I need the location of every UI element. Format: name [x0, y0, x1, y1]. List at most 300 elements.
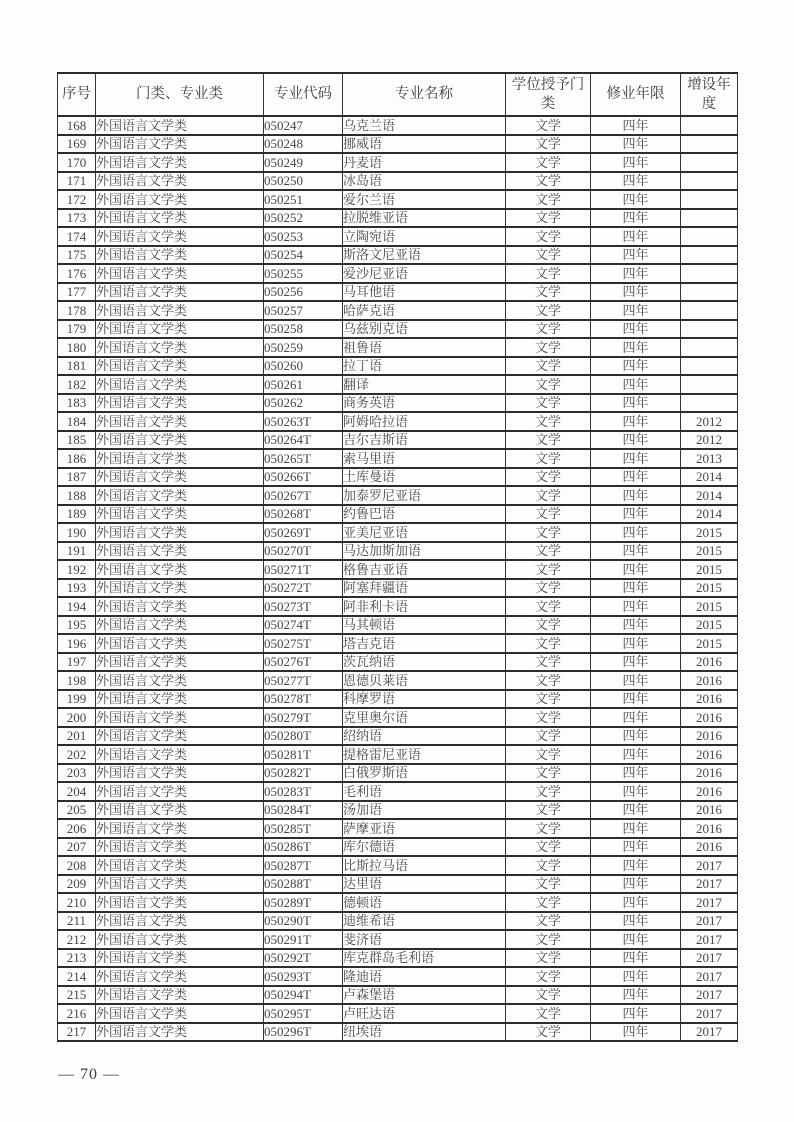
table-cell-major-name: 乌兹别克语 [343, 320, 506, 339]
table-row [58, 412, 738, 431]
table-row [58, 1004, 738, 1023]
table-cell-degree: 文学 [506, 1004, 591, 1023]
table-cell-duration: 四年 [591, 449, 681, 468]
table-row [58, 838, 738, 857]
table-cell-major-name: 绍纳语 [343, 727, 506, 746]
table-row [58, 560, 738, 579]
table-cell-duration: 四年 [591, 394, 681, 413]
table-cell-index: 190 [58, 523, 96, 542]
header-category: 门类、专业类 [96, 73, 264, 116]
table-cell-duration: 四年 [591, 764, 681, 783]
table-cell-major-name: 拉脱维亚语 [343, 209, 506, 228]
table-cell-duration: 四年 [591, 782, 681, 801]
table-row [58, 394, 738, 413]
table-cell-code: 050270T [264, 542, 343, 561]
table-cell-index: 175 [58, 246, 96, 265]
table-cell-duration: 四年 [591, 227, 681, 246]
table-cell-code: 050291T [264, 930, 343, 949]
table-cell-category: 外国语言文学类 [96, 135, 264, 154]
table-body [58, 116, 738, 1041]
table-cell-duration: 四年 [591, 727, 681, 746]
table-cell-major-name: 阿非利卡语 [343, 597, 506, 616]
table-cell-duration: 四年 [591, 930, 681, 949]
table-cell-major-name: 迪维希语 [343, 912, 506, 931]
table-cell-degree: 文学 [506, 505, 591, 524]
table-cell-major-name: 科摩罗语 [343, 690, 506, 709]
table-cell-category: 外国语言文学类 [96, 616, 264, 635]
table-cell-degree: 文学 [506, 616, 591, 635]
table-cell-category: 外国语言文学类 [96, 172, 264, 191]
table-cell-degree: 文学 [506, 523, 591, 542]
table-cell-major-name: 纽埃语 [343, 1023, 506, 1042]
table-cell-index: 205 [58, 801, 96, 820]
table-cell-year-added [681, 246, 738, 265]
table-cell-duration: 四年 [591, 560, 681, 579]
table-cell-code: 050267T [264, 486, 343, 505]
table-cell-category: 外国语言文学类 [96, 671, 264, 690]
table-cell-code: 050290T [264, 912, 343, 931]
table-cell-degree: 文学 [506, 209, 591, 228]
table-cell-category: 外国语言文学类 [96, 819, 264, 838]
table-cell-index: 186 [58, 449, 96, 468]
table-cell-degree: 文学 [506, 930, 591, 949]
table-cell-code: 050294T [264, 986, 343, 1005]
table-row [58, 579, 738, 598]
table-cell-category: 外国语言文学类 [96, 745, 264, 764]
table-cell-index: 185 [58, 431, 96, 450]
table-cell-duration: 四年 [591, 209, 681, 228]
majors-table [57, 72, 738, 1042]
table-cell-degree: 文学 [506, 172, 591, 191]
table-cell-year-added [681, 190, 738, 209]
table-cell-code: 050277T [264, 671, 343, 690]
table-cell-code: 050258 [264, 320, 343, 339]
header-degree-category: 学位授予门类 [506, 73, 591, 116]
table-row [58, 634, 738, 653]
table-cell-year-added: 2016 [681, 671, 738, 690]
table-cell-degree: 文学 [506, 357, 591, 376]
table-cell-code: 050265T [264, 449, 343, 468]
table-cell-category: 外国语言文学类 [96, 597, 264, 616]
table-cell-index: 189 [58, 505, 96, 524]
table-cell-degree: 文学 [506, 190, 591, 209]
table-cell-duration: 四年 [591, 246, 681, 265]
table-row [58, 153, 738, 172]
table-cell-major-name: 祖鲁语 [343, 338, 506, 357]
table-cell-code: 050284T [264, 801, 343, 820]
table-cell-index: 171 [58, 172, 96, 191]
table-cell-duration: 四年 [591, 486, 681, 505]
table-cell-degree: 文学 [506, 579, 591, 598]
table-cell-category: 外国语言文学类 [96, 301, 264, 320]
table-cell-index: 200 [58, 708, 96, 727]
table-cell-year-added: 2015 [681, 634, 738, 653]
table-cell-degree: 文学 [506, 486, 591, 505]
table-cell-year-added: 2016 [681, 838, 738, 857]
table-cell-degree: 文学 [506, 449, 591, 468]
table-cell-major-name: 斐济语 [343, 930, 506, 949]
page-number: — 70 — [58, 1066, 120, 1083]
table-cell-code: 050259 [264, 338, 343, 357]
table-cell-major-name: 爱沙尼亚语 [343, 264, 506, 283]
table-cell-degree: 文学 [506, 653, 591, 672]
table-row [58, 967, 738, 986]
header-year-added: 增设年度 [681, 73, 738, 116]
table-cell-major-name: 库克群岛毛利语 [343, 949, 506, 968]
table-cell-duration: 四年 [591, 1004, 681, 1023]
table-row [58, 986, 738, 1005]
table-row [58, 819, 738, 838]
table-cell-index: 172 [58, 190, 96, 209]
table-cell-code: 050293T [264, 967, 343, 986]
table-cell-category: 外国语言文学类 [96, 708, 264, 727]
table-cell-year-added: 2012 [681, 431, 738, 450]
table-cell-index: 170 [58, 153, 96, 172]
table-cell-code: 050288T [264, 875, 343, 894]
table-cell-major-name: 吉尔吉斯语 [343, 431, 506, 450]
table-cell-index: 213 [58, 949, 96, 968]
table-cell-year-added: 2015 [681, 542, 738, 561]
table-cell-degree: 文学 [506, 1023, 591, 1042]
table-cell-duration: 四年 [591, 745, 681, 764]
table-cell-major-name: 萨摩亚语 [343, 819, 506, 838]
table-cell-year-added: 2016 [681, 819, 738, 838]
table-row [58, 227, 738, 246]
table-cell-code: 050295T [264, 1004, 343, 1023]
table-cell-category: 外国语言文学类 [96, 227, 264, 246]
table-cell-code: 050268T [264, 505, 343, 524]
table-cell-index: 203 [58, 764, 96, 783]
table-cell-duration: 四年 [591, 505, 681, 524]
table-cell-degree: 文学 [506, 727, 591, 746]
table-row [58, 116, 738, 135]
table-cell-major-name: 茨瓦纳语 [343, 653, 506, 672]
table-cell-year-added [681, 172, 738, 191]
table-cell-code: 050263T [264, 412, 343, 431]
table-cell-duration: 四年 [591, 135, 681, 154]
table-cell-category: 外国语言文学类 [96, 468, 264, 487]
table-cell-code: 050257 [264, 301, 343, 320]
table-cell-degree: 文学 [506, 431, 591, 450]
table-cell-major-name: 塔吉克语 [343, 634, 506, 653]
table-cell-year-added: 2015 [681, 579, 738, 598]
table-cell-duration: 四年 [591, 838, 681, 857]
table-cell-code: 050261 [264, 375, 343, 394]
table-cell-category: 外国语言文学类 [96, 727, 264, 746]
table-cell-year-added: 2014 [681, 468, 738, 487]
table-cell-major-name: 立陶宛语 [343, 227, 506, 246]
table-cell-code: 050254 [264, 246, 343, 265]
table-cell-year-added: 2017 [681, 967, 738, 986]
table-cell-major-name: 马耳他语 [343, 283, 506, 302]
table-cell-code: 050274T [264, 616, 343, 635]
table-cell-degree: 文学 [506, 283, 591, 302]
table-cell-code: 050278T [264, 690, 343, 709]
table-cell-year-added: 2017 [681, 893, 738, 912]
table-cell-major-name: 爱尔兰语 [343, 190, 506, 209]
table-cell-major-name: 索马里语 [343, 449, 506, 468]
table-cell-index: 173 [58, 209, 96, 228]
table-row [58, 708, 738, 727]
table-cell-index: 181 [58, 357, 96, 376]
table-cell-year-added [681, 227, 738, 246]
table-cell-category: 外国语言文学类 [96, 264, 264, 283]
table-cell-major-name: 格鲁吉亚语 [343, 560, 506, 579]
table-cell-degree: 文学 [506, 875, 591, 894]
table-cell-degree: 文学 [506, 708, 591, 727]
table-row [58, 190, 738, 209]
table-cell-major-name: 丹麦语 [343, 153, 506, 172]
table-cell-code: 050260 [264, 357, 343, 376]
table-cell-major-name: 约鲁巴语 [343, 505, 506, 524]
table-cell-degree: 文学 [506, 375, 591, 394]
table-row [58, 375, 738, 394]
table-cell-duration: 四年 [591, 283, 681, 302]
table-cell-degree: 文学 [506, 301, 591, 320]
table-cell-degree: 文学 [506, 246, 591, 265]
table-cell-index: 182 [58, 375, 96, 394]
table-cell-duration: 四年 [591, 1023, 681, 1042]
table-cell-index: 192 [58, 560, 96, 579]
table-cell-major-name: 毛利语 [343, 782, 506, 801]
table-cell-major-name: 挪威语 [343, 135, 506, 154]
table-cell-major-name: 加泰罗尼亚语 [343, 486, 506, 505]
table-cell-code: 050276T [264, 653, 343, 672]
table-row [58, 856, 738, 875]
table-cell-index: 201 [58, 727, 96, 746]
table-cell-index: 194 [58, 597, 96, 616]
table-cell-index: 215 [58, 986, 96, 1005]
table-cell-category: 外国语言文学类 [96, 560, 264, 579]
table-cell-duration: 四年 [591, 172, 681, 191]
table-cell-degree: 文学 [506, 838, 591, 857]
table-row [58, 431, 738, 450]
table-cell-year-added: 2016 [681, 801, 738, 820]
table-row [58, 764, 738, 783]
table-cell-code: 050253 [264, 227, 343, 246]
table-row [58, 486, 738, 505]
table-cell-year-added: 2017 [681, 1004, 738, 1023]
table-cell-duration: 四年 [591, 375, 681, 394]
table-cell-code: 050262 [264, 394, 343, 413]
table-cell-code: 050273T [264, 597, 343, 616]
table-cell-degree: 文学 [506, 468, 591, 487]
table-cell-category: 外国语言文学类 [96, 1023, 264, 1042]
table-cell-duration: 四年 [591, 264, 681, 283]
table-cell-year-added: 2013 [681, 449, 738, 468]
table-row [58, 597, 738, 616]
table-cell-major-name: 卢旺达语 [343, 1004, 506, 1023]
table-row [58, 172, 738, 191]
table-cell-year-added: 2016 [681, 708, 738, 727]
table-cell-major-name: 马其顿语 [343, 616, 506, 635]
table-cell-year-added: 2014 [681, 486, 738, 505]
table-cell-code: 050279T [264, 708, 343, 727]
table-cell-major-name: 阿姆哈拉语 [343, 412, 506, 431]
table-cell-year-added: 2016 [681, 764, 738, 783]
table-row [58, 209, 738, 228]
table-cell-major-name: 土库曼语 [343, 468, 506, 487]
table-cell-category: 外国语言文学类 [96, 634, 264, 653]
table-cell-duration: 四年 [591, 412, 681, 431]
table-cell-code: 050271T [264, 560, 343, 579]
table-cell-category: 外国语言文学类 [96, 153, 264, 172]
table-cell-index: 191 [58, 542, 96, 561]
table-cell-year-added: 2017 [681, 930, 738, 949]
table-cell-code: 050275T [264, 634, 343, 653]
table-cell-degree: 文学 [506, 135, 591, 154]
table-cell-category: 外国语言文学类 [96, 967, 264, 986]
table-cell-degree: 文学 [506, 153, 591, 172]
table-cell-category: 外国语言文学类 [96, 542, 264, 561]
table-row [58, 690, 738, 709]
table-cell-degree: 文学 [506, 320, 591, 339]
table-cell-index: 196 [58, 634, 96, 653]
table-cell-year-added [681, 135, 738, 154]
table-cell-year-added: 2016 [681, 690, 738, 709]
table-cell-year-added [681, 283, 738, 302]
table-cell-year-added: 2015 [681, 616, 738, 635]
table-cell-category: 外国语言文学类 [96, 357, 264, 376]
table-header-row [58, 73, 738, 116]
table-header [58, 73, 738, 116]
table-cell-category: 外国语言文学类 [96, 431, 264, 450]
table-cell-code: 050255 [264, 264, 343, 283]
table-cell-index: 177 [58, 283, 96, 302]
table-cell-major-name: 卢森堡语 [343, 986, 506, 1005]
table-cell-major-name: 汤加语 [343, 801, 506, 820]
table-cell-index: 209 [58, 875, 96, 894]
table-row [58, 653, 738, 672]
table-cell-duration: 四年 [591, 542, 681, 561]
table-row [58, 264, 738, 283]
table-cell-index: 168 [58, 116, 96, 135]
table-cell-duration: 四年 [591, 116, 681, 135]
table-cell-year-added [681, 394, 738, 413]
table-cell-duration: 四年 [591, 967, 681, 986]
table-cell-category: 外国语言文学类 [96, 190, 264, 209]
table-cell-index: 187 [58, 468, 96, 487]
table-cell-index: 208 [58, 856, 96, 875]
table-cell-duration: 四年 [591, 708, 681, 727]
table-cell-year-added: 2012 [681, 412, 738, 431]
table-cell-index: 210 [58, 893, 96, 912]
table-row [58, 357, 738, 376]
table-cell-code: 050296T [264, 1023, 343, 1042]
table-cell-year-added [681, 375, 738, 394]
header-index: 序号 [58, 73, 96, 116]
table-cell-index: 174 [58, 227, 96, 246]
table-cell-degree: 文学 [506, 227, 591, 246]
table-row [58, 930, 738, 949]
table-cell-duration: 四年 [591, 949, 681, 968]
table-row [58, 505, 738, 524]
table-cell-duration: 四年 [591, 986, 681, 1005]
table-cell-index: 207 [58, 838, 96, 857]
table-cell-year-added [681, 320, 738, 339]
table-cell-code: 050252 [264, 209, 343, 228]
table-cell-duration: 四年 [591, 801, 681, 820]
header-major-name: 专业名称 [343, 73, 506, 116]
table-cell-duration: 四年 [591, 523, 681, 542]
table-cell-category: 外国语言文学类 [96, 116, 264, 135]
table-cell-year-added: 2017 [681, 875, 738, 894]
table-cell-index: 188 [58, 486, 96, 505]
table-cell-category: 外国语言文学类 [96, 986, 264, 1005]
table-cell-code: 050247 [264, 116, 343, 135]
table-cell-index: 184 [58, 412, 96, 431]
table-row [58, 912, 738, 931]
table-cell-degree: 文学 [506, 912, 591, 931]
table-cell-code: 050281T [264, 745, 343, 764]
table-cell-category: 外国语言文学类 [96, 690, 264, 709]
table-cell-degree: 文学 [506, 782, 591, 801]
table-row [58, 246, 738, 265]
table-cell-degree: 文学 [506, 986, 591, 1005]
table-cell-code: 050283T [264, 782, 343, 801]
table-cell-year-added [681, 338, 738, 357]
table-cell-year-added [681, 116, 738, 135]
table-cell-year-added: 2017 [681, 986, 738, 1005]
table-cell-code: 050287T [264, 856, 343, 875]
table-cell-duration: 四年 [591, 579, 681, 598]
table-cell-degree: 文学 [506, 634, 591, 653]
table-cell-code: 050269T [264, 523, 343, 542]
table-cell-index: 193 [58, 579, 96, 598]
table-cell-degree: 文学 [506, 856, 591, 875]
table-cell-year-added [681, 264, 738, 283]
table-cell-index: 214 [58, 967, 96, 986]
table-cell-category: 外国语言文学类 [96, 856, 264, 875]
table-cell-code: 050248 [264, 135, 343, 154]
table-cell-degree: 文学 [506, 560, 591, 579]
table-cell-duration: 四年 [591, 690, 681, 709]
table-cell-category: 外国语言文学类 [96, 764, 264, 783]
table-cell-duration: 四年 [591, 616, 681, 635]
table-cell-degree: 文学 [506, 801, 591, 820]
table-row [58, 449, 738, 468]
table-cell-year-added: 2015 [681, 597, 738, 616]
table-cell-major-name: 库尔德语 [343, 838, 506, 857]
table-cell-year-added: 2017 [681, 1023, 738, 1042]
table-cell-degree: 文学 [506, 893, 591, 912]
table-row [58, 301, 738, 320]
table-cell-category: 外国语言文学类 [96, 653, 264, 672]
table-cell-index: 183 [58, 394, 96, 413]
table-cell-duration: 四年 [591, 338, 681, 357]
table-cell-index: 204 [58, 782, 96, 801]
table-row [58, 616, 738, 635]
table-cell-major-name: 提格雷尼亚语 [343, 745, 506, 764]
table-cell-duration: 四年 [591, 653, 681, 672]
table-cell-duration: 四年 [591, 431, 681, 450]
table-cell-code: 050250 [264, 172, 343, 191]
table-cell-index: 206 [58, 819, 96, 838]
table-row [58, 745, 738, 764]
table-cell-year-added: 2016 [681, 727, 738, 746]
table-row [58, 801, 738, 820]
table-cell-index: 195 [58, 616, 96, 635]
table-cell-degree: 文学 [506, 116, 591, 135]
table-cell-category: 外国语言文学类 [96, 893, 264, 912]
table-cell-year-added: 2015 [681, 560, 738, 579]
table-cell-category: 外国语言文学类 [96, 246, 264, 265]
table-cell-duration: 四年 [591, 856, 681, 875]
table-cell-category: 外国语言文学类 [96, 320, 264, 339]
header-major-code: 专业代码 [264, 73, 343, 116]
table-cell-code: 050289T [264, 893, 343, 912]
table-cell-index: 179 [58, 320, 96, 339]
